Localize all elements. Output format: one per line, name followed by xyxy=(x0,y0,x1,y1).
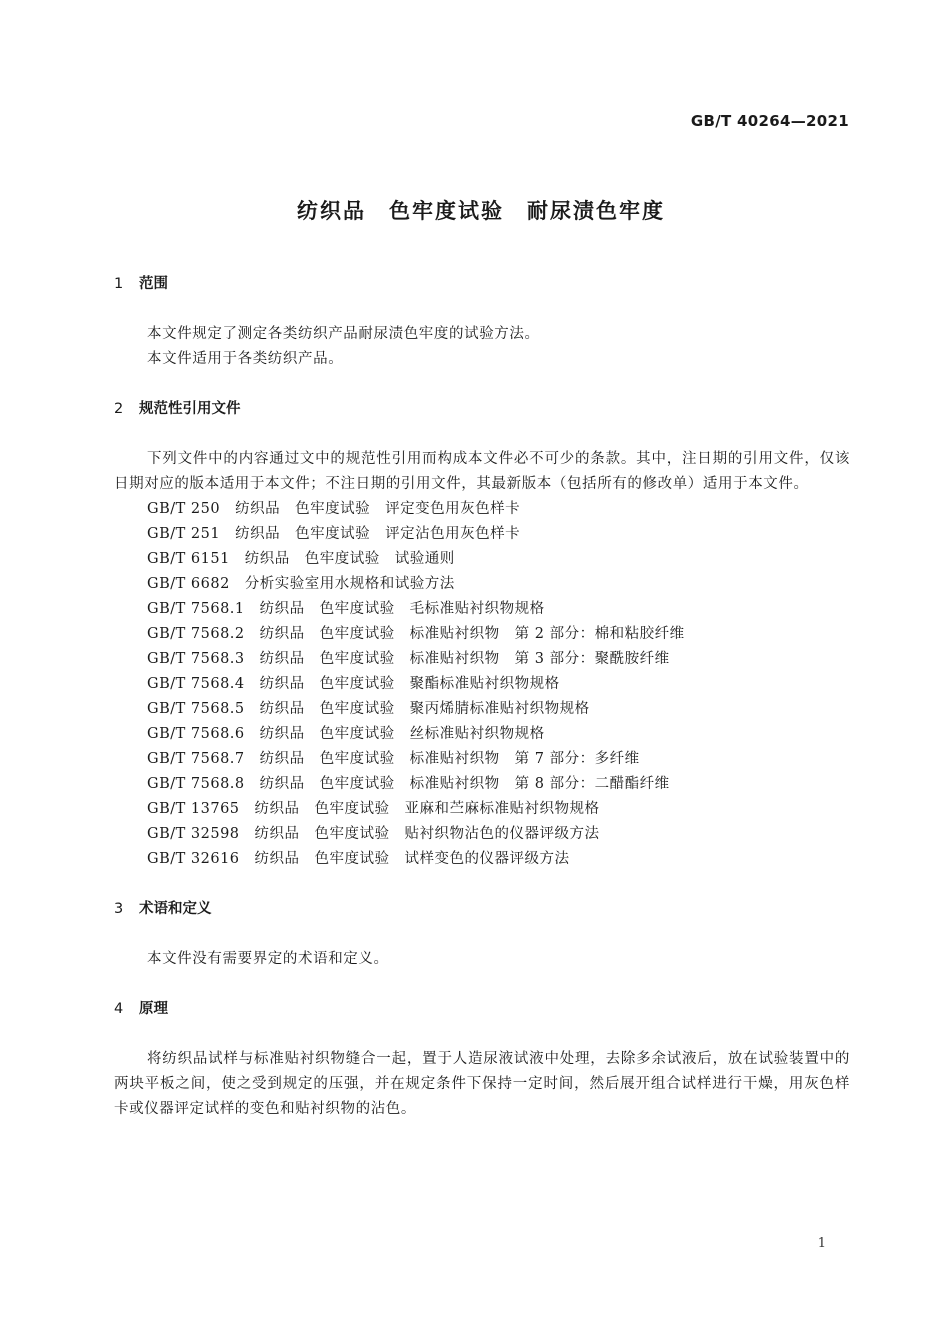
reference-item: GB/T 7568.6 纺织品 色牢度试验 丝标准贴衬织物规格 xyxy=(147,726,545,742)
reference-item: GB/T 7568.2 纺织品 色牢度试验 标准贴衬织物 第 2 部分：棉和粘胶纤维 xyxy=(147,626,685,642)
paragraph: 下列文件中的内容通过文中的规范性引用而构成本文件必不可少的条款。其中，注日期的引用文件，仅该日期对应的版本适用于本文件；不注日期的引用文件，其最新版本（包括所有的修改单）适用于本文件。 xyxy=(114,451,850,492)
reference-item: GB/T 7568.8 纺织品 色牢度试验 标准贴衬织物 第 8 部分：二醋酯纤维 xyxy=(147,776,670,792)
section-number: 2 xyxy=(114,401,124,417)
paragraph: 将纺织品试样与标准贴衬织物缝合一起，置于人造尿液试液中处理，去除多余试液后，放在试验装置中的两块平板之间，使之受到规定的压强，并在规定条件下保持一定时间，然后展开组合试样进行干燥，用灰色样卡或仪器评定试样的变色和贴衬织物的沾色。 xyxy=(114,1051,850,1117)
reference-list xyxy=(114,497,850,872)
section-heading xyxy=(114,897,850,922)
section-title: 规范性引用文件 xyxy=(139,401,241,417)
section-number: 1 xyxy=(114,276,124,292)
reference-item: GB/T 13765 纺织品 色牢度试验 亚麻和苎麻标准贴衬织物规格 xyxy=(147,801,600,817)
section-principle xyxy=(114,997,850,1122)
reference-item: GB/T 7568.7 纺织品 色牢度试验 标准贴衬织物 第 7 部分：多纤维 xyxy=(147,751,640,767)
paragraph: 本文件规定了测定各类纺织产品耐尿渍色牢度的试验方法。 xyxy=(147,326,540,342)
section-title: 原理 xyxy=(139,1001,168,1017)
section-normative-references xyxy=(114,397,850,897)
section-number: 4 xyxy=(114,1001,124,1017)
reference-item: GB/T 7568.3 纺织品 色牢度试验 标准贴衬织物 第 3 部分：聚酰胺纤维 xyxy=(147,651,670,667)
reference-item: GB/T 7568.5 纺织品 色牢度试验 聚丙烯腈标准贴衬织物规格 xyxy=(147,701,590,717)
paragraph: 本文件没有需要界定的术语和定义。 xyxy=(147,951,389,967)
section-heading xyxy=(114,997,850,1022)
reference-item: GB/T 250 纺织品 色牢度试验 评定变色用灰色样卡 xyxy=(147,501,521,517)
reference-item: GB/T 6682 分析实验室用水规格和试验方法 xyxy=(147,576,455,592)
document-body xyxy=(114,272,850,1122)
document-title: 纺织品 色牢度试验 耐尿渍色牢度 xyxy=(297,199,665,223)
section-scope xyxy=(114,272,850,397)
section-title: 术语和定义 xyxy=(139,901,212,917)
reference-item: GB/T 6151 纺织品 色牢度试验 试验通则 xyxy=(147,551,455,567)
reference-item: GB/T 32598 纺织品 色牢度试验 贴衬织物沾色的仪器评级方法 xyxy=(147,826,600,842)
section-title: 范围 xyxy=(139,276,168,292)
reference-item: GB/T 251 纺织品 色牢度试验 评定沾色用灰色样卡 xyxy=(147,526,521,542)
section-heading xyxy=(114,272,850,297)
page-number: 1 xyxy=(817,1236,826,1251)
section-heading xyxy=(114,397,850,422)
section-terms-definitions xyxy=(114,897,850,997)
section-number: 3 xyxy=(114,901,124,917)
standard-code: GB/T 40264—2021 xyxy=(690,112,849,130)
paragraph: 本文件适用于各类纺织产品。 xyxy=(147,351,344,367)
reference-item: GB/T 7568.4 纺织品 色牢度试验 聚酯标准贴衬织物规格 xyxy=(147,676,560,692)
reference-item: GB/T 7568.1 纺织品 色牢度试验 毛标准贴衬织物规格 xyxy=(147,601,545,617)
reference-item: GB/T 32616 纺织品 色牢度试验 试样变色的仪器评级方法 xyxy=(147,851,570,867)
